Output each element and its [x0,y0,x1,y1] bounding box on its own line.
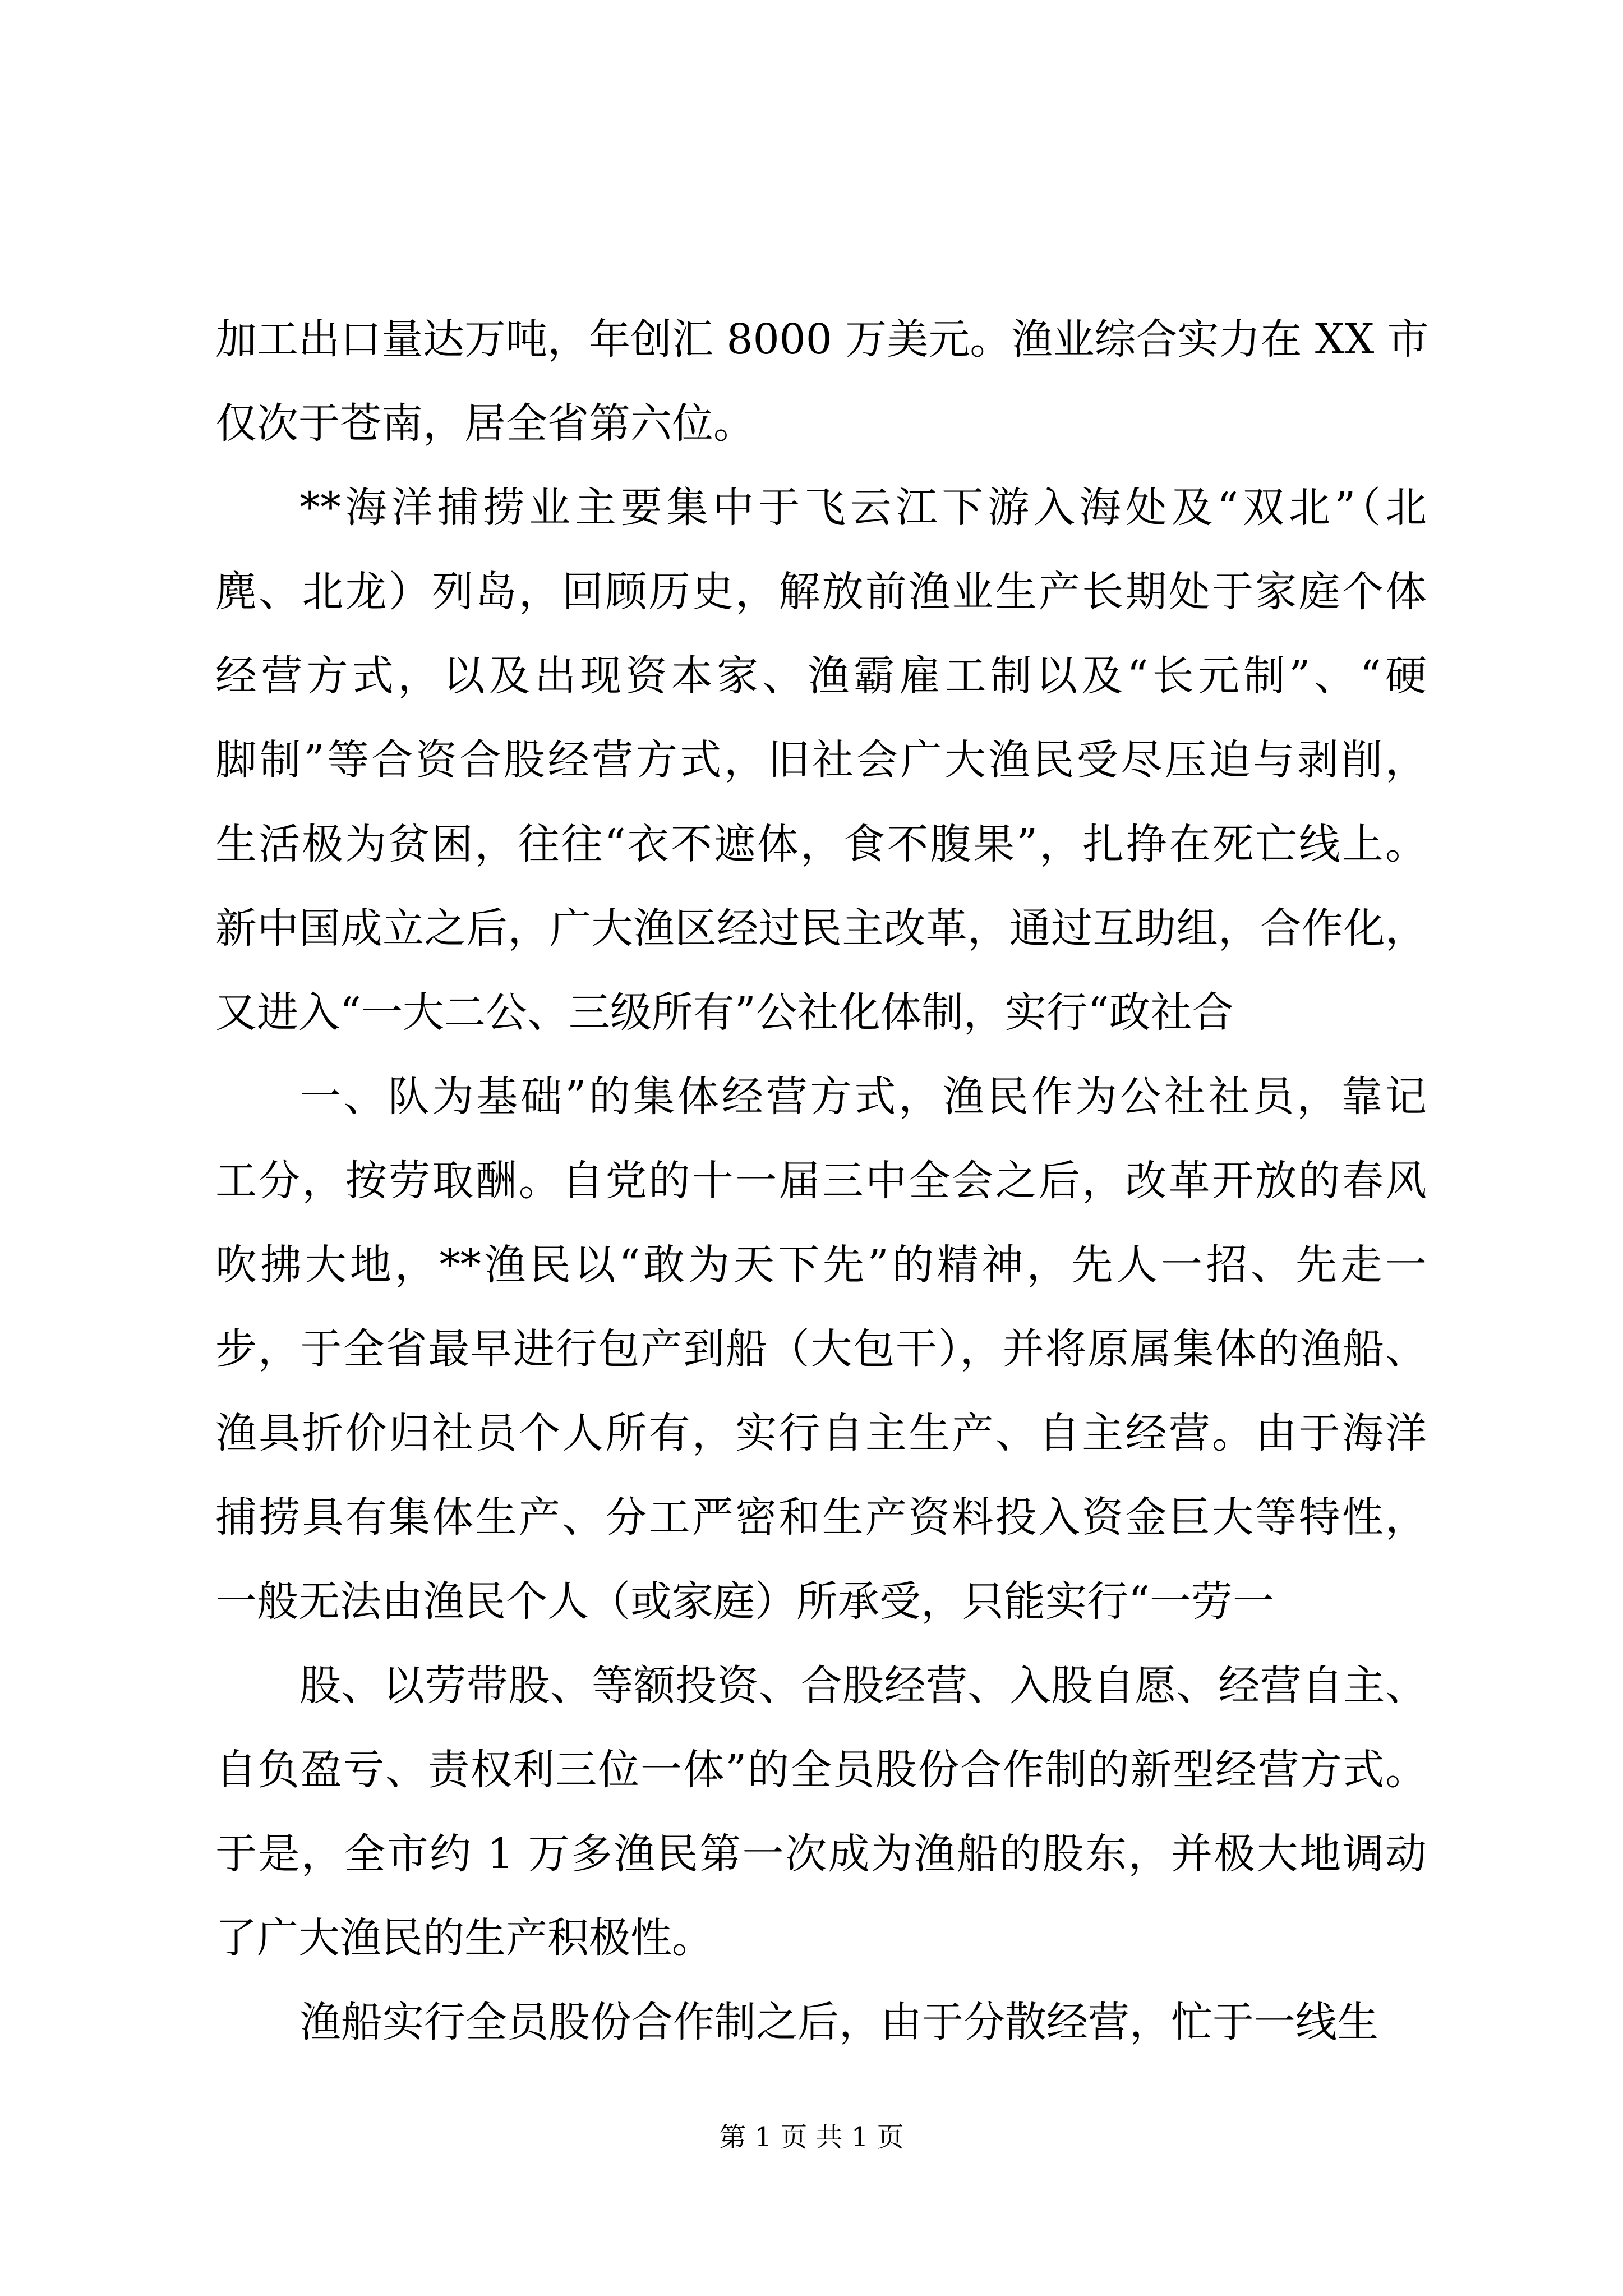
text-line: 经营方式，以及出现资本家、渔霸雇工制以及“长元制”、“硬 [215,652,1427,700]
page-number-footer: 第 1 页 共 1 页 [719,2122,904,2153]
text-line: 又进入“一大二公、三级所有”公社化体制，实行“政社合 [215,988,1234,1037]
text-line: 生活极为贫困，往往“衣不遮体，食不腹果”，扎挣在死亡线上。 [215,820,1427,868]
text-line: 步，于全省最早进行包产到船（大包干），并将原属集体的渔船、 [215,1325,1427,1373]
text-line: 自负盈亏、责权利三位一体”的全员股份合作制的新型经营方式。 [215,1746,1427,1794]
text-line: 加工出口量达万吨，年创汇 8000 万美元。渔业综合实力在 XX 市 [215,315,1429,364]
text-line: 吹拂大地，**渔民以“敢为天下先”的精神，先人一招、先走一 [215,1241,1427,1289]
text-line: 渔具折价归社员个人所有，实行自主生产、自主经营。由于海洋 [215,1409,1427,1457]
paragraph-start-line: 渔船实行全员股份合作制之后，由于分散经营，忙于一线生 [299,1998,1378,2046]
text-line: 于是，全市约 1 万多渔民第一次成为渔船的股东，并极大地调动 [215,1830,1427,1878]
text-line: 了广大渔民的生产积极性。 [215,1914,713,1962]
text-line: 新中国成立之后，广大渔区经过民主改革，通过互助组，合作化， [215,904,1427,953]
text-line: 仅次于苍南，居全省第六位。 [215,399,755,448]
text-line: 工分，按劳取酬。自党的十一届三中全会之后，改革开放的春风 [215,1157,1427,1205]
paragraph-start-line: **海洋捕捞业主要集中于飞云江下游入海处及“双北”（北 [299,484,1427,532]
text-line: 捕捞具有集体生产、分工严密和生产资料投入资金巨大等特性， [215,1493,1427,1542]
paragraph-start-line: 一、队为基础”的集体经营方式，渔民作为公社社员，靠记 [299,1073,1427,1121]
text-line: 一般无法由渔民个人（或家庭）所承受，只能实行“一劳一 [215,1577,1274,1626]
paragraph-start-line: 股、以劳带股、等额投资、合股经营、入股自愿、经营自主、 [299,1662,1427,1710]
text-line: 脚制”等合资合股经营方式，旧社会广大渔民受尽压迫与剥削， [215,736,1427,784]
text-line: 麂、北龙）列岛，回顾历史，解放前渔业生产长期处于家庭个体 [215,568,1427,616]
